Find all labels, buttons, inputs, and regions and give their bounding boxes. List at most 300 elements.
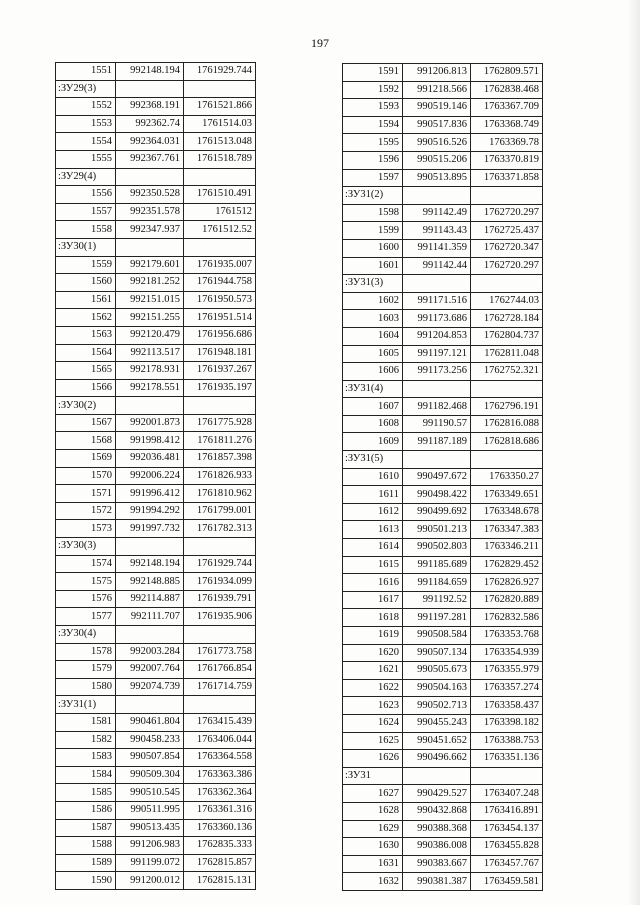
table-row [56,309,256,327]
y-coordinate-cell: 1761929.744 [184,555,256,573]
point-number-cell: 1613 [343,521,403,539]
point-number-cell: 1554 [56,133,116,151]
x-coordinate-cell: 990513.895 [403,169,471,187]
x-coordinate-cell: 991206.813 [403,64,471,82]
x-coordinate-cell: 992364.031 [116,133,184,151]
point-number-cell: 1601 [343,257,403,275]
y-coordinate-cell: 1761799.001 [184,502,256,520]
y-coordinate-cell: 1763353.768 [471,627,543,645]
table-row [56,115,256,133]
section-header-row [343,187,543,205]
point-number-cell: 1616 [343,574,403,592]
y-coordinate-cell: 1761929.744 [184,63,256,81]
point-number-cell: 1553 [56,115,116,133]
x-coordinate-cell: 990498.422 [403,486,471,504]
x-coordinate-cell: 990519.146 [403,99,471,117]
point-number-cell: 1589 [56,854,116,872]
table-row [343,345,543,363]
table-row [343,64,543,82]
section-label: :ЗУ31(3) [343,275,403,293]
point-number-cell: 1600 [343,239,403,257]
coordinates-table-right [342,63,543,891]
point-number-cell: 1621 [343,662,403,680]
x-coordinate-cell: 992074.739 [116,678,184,696]
empty-cell [471,187,543,205]
x-coordinate-cell: 991192.52 [403,591,471,609]
table-row [343,169,543,187]
point-number-cell: 1626 [343,750,403,768]
y-coordinate-cell: 1763363.386 [184,766,256,784]
table-row [56,502,256,520]
x-coordinate-cell: 990516.526 [403,134,471,152]
y-coordinate-cell: 1763388.753 [471,732,543,750]
y-coordinate-cell: 1762809.571 [471,64,543,82]
section-label: :ЗУ31(5) [343,451,403,469]
point-number-cell: 1630 [343,838,403,856]
table-row [343,292,543,310]
table-row [343,433,543,451]
table-row [56,485,256,503]
table-row [343,521,543,539]
y-coordinate-cell: 1761939.791 [184,590,256,608]
empty-cell [184,696,256,714]
table-row [56,801,256,819]
y-coordinate-cell: 1763407.248 [471,785,543,803]
x-coordinate-cell: 990502.713 [403,697,471,715]
table-row [56,872,256,890]
empty-cell [184,626,256,644]
point-number-cell: 1551 [56,63,116,81]
x-coordinate-cell: 990499.692 [403,503,471,521]
x-coordinate-cell: 990513.435 [116,819,184,837]
x-coordinate-cell: 991204.853 [403,327,471,345]
point-number-cell: 1579 [56,661,116,679]
section-header-row [56,538,256,556]
x-coordinate-cell: 991200.012 [116,872,184,890]
y-coordinate-cell: 1763406.044 [184,731,256,749]
table-row [343,222,543,240]
table-row [56,819,256,837]
y-coordinate-cell: 1761514.03 [184,115,256,133]
table-row [56,731,256,749]
point-number-cell: 1586 [56,801,116,819]
section-header-row [56,238,256,256]
y-coordinate-cell: 1763398.182 [471,714,543,732]
x-coordinate-cell: 992151.255 [116,309,184,327]
x-coordinate-cell: 992001.873 [116,414,184,432]
point-number-cell: 1632 [343,873,403,891]
y-coordinate-cell: 1761935.007 [184,256,256,274]
empty-cell [116,80,184,98]
x-coordinate-cell: 990508.584 [403,627,471,645]
point-number-cell: 1580 [56,678,116,696]
y-coordinate-cell: 1763370.819 [471,151,543,169]
y-coordinate-cell: 1761714.759 [184,678,256,696]
y-coordinate-cell: 1762804.737 [471,327,543,345]
x-coordinate-cell: 992148.194 [116,555,184,573]
x-coordinate-cell: 991218.566 [403,81,471,99]
y-coordinate-cell: 1763362.364 [184,784,256,802]
table-row [56,432,256,450]
x-coordinate-cell: 990511.995 [116,801,184,819]
point-number-cell: 1575 [56,573,116,591]
table-row [56,344,256,362]
table-row [56,450,256,468]
point-number-cell: 1615 [343,556,403,574]
table-row [56,643,256,661]
table-row [56,749,256,767]
point-number-cell: 1566 [56,379,116,397]
point-number-cell: 1594 [343,116,403,134]
y-coordinate-cell: 1763369.78 [471,134,543,152]
x-coordinate-cell: 990429.527 [403,785,471,803]
point-number-cell: 1563 [56,326,116,344]
x-coordinate-cell: 990386.008 [403,838,471,856]
y-coordinate-cell: 1761518.789 [184,150,256,168]
y-coordinate-cell: 1761950.573 [184,291,256,309]
y-coordinate-cell: 1762811.048 [471,345,543,363]
y-coordinate-cell: 1762832.586 [471,609,543,627]
x-coordinate-cell: 991185.689 [403,556,471,574]
point-number-cell: 1584 [56,766,116,784]
x-coordinate-cell: 991173.256 [403,363,471,381]
table-row [343,556,543,574]
x-coordinate-cell: 991998.412 [116,432,184,450]
section-label: :ЗУ31 [343,767,403,785]
table-row [343,415,543,433]
x-coordinate-cell: 992368.191 [116,98,184,116]
table-row [56,150,256,168]
x-coordinate-cell: 992111.707 [116,608,184,626]
y-coordinate-cell: 1762720.347 [471,239,543,257]
section-header-row [343,451,543,469]
point-number-cell: 1612 [343,503,403,521]
x-coordinate-cell: 990507.134 [403,644,471,662]
y-coordinate-cell: 1763368.749 [471,116,543,134]
point-number-cell: 1570 [56,467,116,485]
x-coordinate-cell: 990507.854 [116,749,184,767]
x-coordinate-cell: 990388.368 [403,820,471,838]
table-row [343,627,543,645]
table-row [343,785,543,803]
y-coordinate-cell: 1761811.276 [184,432,256,450]
empty-cell [471,275,543,293]
table-row [343,802,543,820]
x-coordinate-cell: 992007.764 [116,661,184,679]
empty-cell [403,187,471,205]
y-coordinate-cell: 1762725.437 [471,222,543,240]
x-coordinate-cell: 992351.578 [116,203,184,221]
y-coordinate-cell: 1761935.906 [184,608,256,626]
empty-cell [116,696,184,714]
point-number-cell: 1559 [56,256,116,274]
y-coordinate-cell: 1761521.866 [184,98,256,116]
table-row [343,574,543,592]
table-row [343,697,543,715]
y-coordinate-cell: 1763454.137 [471,820,543,838]
point-number-cell: 1581 [56,713,116,731]
point-number-cell: 1604 [343,327,403,345]
x-coordinate-cell: 990381.387 [403,873,471,891]
x-coordinate-cell: 990496.662 [403,750,471,768]
point-number-cell: 1619 [343,627,403,645]
y-coordinate-cell: 1762720.297 [471,204,543,222]
point-number-cell: 1578 [56,643,116,661]
x-coordinate-cell: 991997.732 [116,520,184,538]
point-number-cell: 1606 [343,363,403,381]
empty-cell [403,767,471,785]
y-coordinate-cell: 1761513.048 [184,133,256,151]
point-number-cell: 1552 [56,98,116,116]
x-coordinate-cell: 991190.57 [403,415,471,433]
x-coordinate-cell: 992179.601 [116,256,184,274]
table-row [343,486,543,504]
y-coordinate-cell: 1763351.136 [471,750,543,768]
x-coordinate-cell: 990497.672 [403,468,471,486]
empty-cell [116,626,184,644]
table-row [56,520,256,538]
y-coordinate-cell: 1763360.136 [184,819,256,837]
section-header-row [56,168,256,186]
point-number-cell: 1569 [56,450,116,468]
table-row [56,379,256,397]
y-coordinate-cell: 1763364.558 [184,749,256,767]
table-row [56,63,256,81]
y-coordinate-cell: 1761512.52 [184,221,256,239]
x-coordinate-cell: 992006.224 [116,467,184,485]
table-row [343,134,543,152]
y-coordinate-cell: 1761766.854 [184,661,256,679]
point-number-cell: 1572 [56,502,116,520]
empty-cell [116,538,184,556]
y-coordinate-cell: 1762835.333 [184,837,256,855]
point-number-cell: 1568 [56,432,116,450]
table-row [343,116,543,134]
y-coordinate-cell: 1762815.857 [184,854,256,872]
y-coordinate-cell: 1761937.267 [184,362,256,380]
x-coordinate-cell: 991141.359 [403,239,471,257]
scan-edge-shadow [628,0,640,905]
point-number-cell: 1560 [56,274,116,292]
x-coordinate-cell: 991206.983 [116,837,184,855]
y-coordinate-cell: 1762796.191 [471,398,543,416]
x-coordinate-cell: 991996.412 [116,485,184,503]
x-coordinate-cell: 990502.803 [403,539,471,557]
table-row [56,784,256,802]
section-label: :ЗУ29(3) [56,80,116,98]
point-number-cell: 1564 [56,344,116,362]
section-header-row [343,767,543,785]
table-row [56,766,256,784]
empty-cell [116,238,184,256]
point-number-cell: 1614 [343,539,403,557]
section-label: :ЗУ31(2) [343,187,403,205]
empty-cell [116,168,184,186]
section-label: :ЗУ30(2) [56,397,116,415]
empty-cell [116,397,184,415]
table-row [56,590,256,608]
point-number-cell: 1592 [343,81,403,99]
x-coordinate-cell: 990501.213 [403,521,471,539]
table-row [343,732,543,750]
point-number-cell: 1565 [56,362,116,380]
x-coordinate-cell: 992113.517 [116,344,184,362]
table-row [56,555,256,573]
x-coordinate-cell: 992181.252 [116,274,184,292]
point-number-cell: 1629 [343,820,403,838]
empty-cell [184,538,256,556]
point-number-cell: 1557 [56,203,116,221]
empty-cell [403,380,471,398]
y-coordinate-cell: 1761948.181 [184,344,256,362]
y-coordinate-cell: 1761956.686 [184,326,256,344]
point-number-cell: 1627 [343,785,403,803]
x-coordinate-cell: 992120.479 [116,326,184,344]
y-coordinate-cell: 1763416.891 [471,802,543,820]
y-coordinate-cell: 1761782.313 [184,520,256,538]
table-row [343,750,543,768]
y-coordinate-cell: 1763457.767 [471,855,543,873]
x-coordinate-cell: 990517.836 [403,116,471,134]
y-coordinate-cell: 1761935.197 [184,379,256,397]
section-header-row [56,397,256,415]
table-row [343,204,543,222]
x-coordinate-cell: 991142.49 [403,204,471,222]
point-number-cell: 1576 [56,590,116,608]
point-number-cell: 1588 [56,837,116,855]
table-row [56,98,256,116]
empty-cell [184,168,256,186]
table-row [343,539,543,557]
point-number-cell: 1622 [343,679,403,697]
table-row [343,591,543,609]
point-number-cell: 1558 [56,221,116,239]
point-number-cell: 1618 [343,609,403,627]
table-row [343,503,543,521]
x-coordinate-cell: 991173.686 [403,310,471,328]
point-number-cell: 1562 [56,309,116,327]
y-coordinate-cell: 1762820.889 [471,591,543,609]
x-coordinate-cell: 990510.545 [116,784,184,802]
empty-cell [184,238,256,256]
point-number-cell: 1555 [56,150,116,168]
point-number-cell: 1605 [343,345,403,363]
empty-cell [471,451,543,469]
table-row [56,256,256,274]
x-coordinate-cell: 992148.885 [116,573,184,591]
x-coordinate-cell: 990509.304 [116,766,184,784]
coordinates-table-left [55,62,256,890]
y-coordinate-cell: 1762744.03 [471,292,543,310]
point-number-cell: 1556 [56,186,116,204]
point-number-cell: 1574 [56,555,116,573]
y-coordinate-cell: 1762720.297 [471,257,543,275]
section-header-row [56,626,256,644]
x-coordinate-cell: 990383.667 [403,855,471,873]
table-row [343,838,543,856]
point-number-cell: 1587 [56,819,116,837]
point-number-cell: 1624 [343,714,403,732]
table-row [343,679,543,697]
x-coordinate-cell: 991994.292 [116,502,184,520]
y-coordinate-cell: 1761510.491 [184,186,256,204]
y-coordinate-cell: 1763367.709 [471,99,543,117]
table-row [56,274,256,292]
y-coordinate-cell: 1763455.828 [471,838,543,856]
x-coordinate-cell: 990505.673 [403,662,471,680]
x-coordinate-cell: 992367.761 [116,150,184,168]
y-coordinate-cell: 1763354.939 [471,644,543,662]
y-coordinate-cell: 1761951.514 [184,309,256,327]
x-coordinate-cell: 990455.243 [403,714,471,732]
y-coordinate-cell: 1761775.928 [184,414,256,432]
x-coordinate-cell: 992151.015 [116,291,184,309]
y-coordinate-cell: 1763346.211 [471,539,543,557]
table-row [56,203,256,221]
table-row [343,873,543,891]
table-row [343,855,543,873]
point-number-cell: 1596 [343,151,403,169]
point-number-cell: 1597 [343,169,403,187]
section-label: :ЗУ31(1) [56,696,116,714]
table-row [343,257,543,275]
empty-cell [471,380,543,398]
y-coordinate-cell: 1762829.452 [471,556,543,574]
point-number-cell: 1610 [343,468,403,486]
table-row [56,326,256,344]
table-row [343,99,543,117]
x-coordinate-cell: 992003.284 [116,643,184,661]
table-row [343,151,543,169]
table-row [56,854,256,872]
empty-cell [184,397,256,415]
table-row [56,414,256,432]
table-row [343,609,543,627]
table-row [343,398,543,416]
y-coordinate-cell: 1761512 [184,203,256,221]
table-row [56,713,256,731]
x-coordinate-cell: 991199.072 [116,854,184,872]
point-number-cell: 1590 [56,872,116,890]
y-coordinate-cell: 1761857.398 [184,450,256,468]
x-coordinate-cell: 991171.516 [403,292,471,310]
table-row [343,468,543,486]
x-coordinate-cell: 990504.163 [403,679,471,697]
point-number-cell: 1608 [343,415,403,433]
table-row [56,186,256,204]
table-row [343,363,543,381]
y-coordinate-cell: 1763349.651 [471,486,543,504]
point-number-cell: 1595 [343,134,403,152]
table-row [56,133,256,151]
point-number-cell: 1620 [343,644,403,662]
page-number: 197 [311,36,329,50]
section-label: :ЗУ29(4) [56,168,116,186]
point-number-cell: 1573 [56,520,116,538]
x-coordinate-cell: 992350.528 [116,186,184,204]
y-coordinate-cell: 1763348.678 [471,503,543,521]
y-coordinate-cell: 1763361.316 [184,801,256,819]
section-header-row [56,80,256,98]
y-coordinate-cell: 1762826.927 [471,574,543,592]
x-coordinate-cell: 992362.74 [116,115,184,133]
y-coordinate-cell: 1762818.686 [471,433,543,451]
y-coordinate-cell: 1761773.758 [184,643,256,661]
empty-cell [403,275,471,293]
x-coordinate-cell: 991143.43 [403,222,471,240]
y-coordinate-cell: 1763371.858 [471,169,543,187]
point-number-cell: 1623 [343,697,403,715]
